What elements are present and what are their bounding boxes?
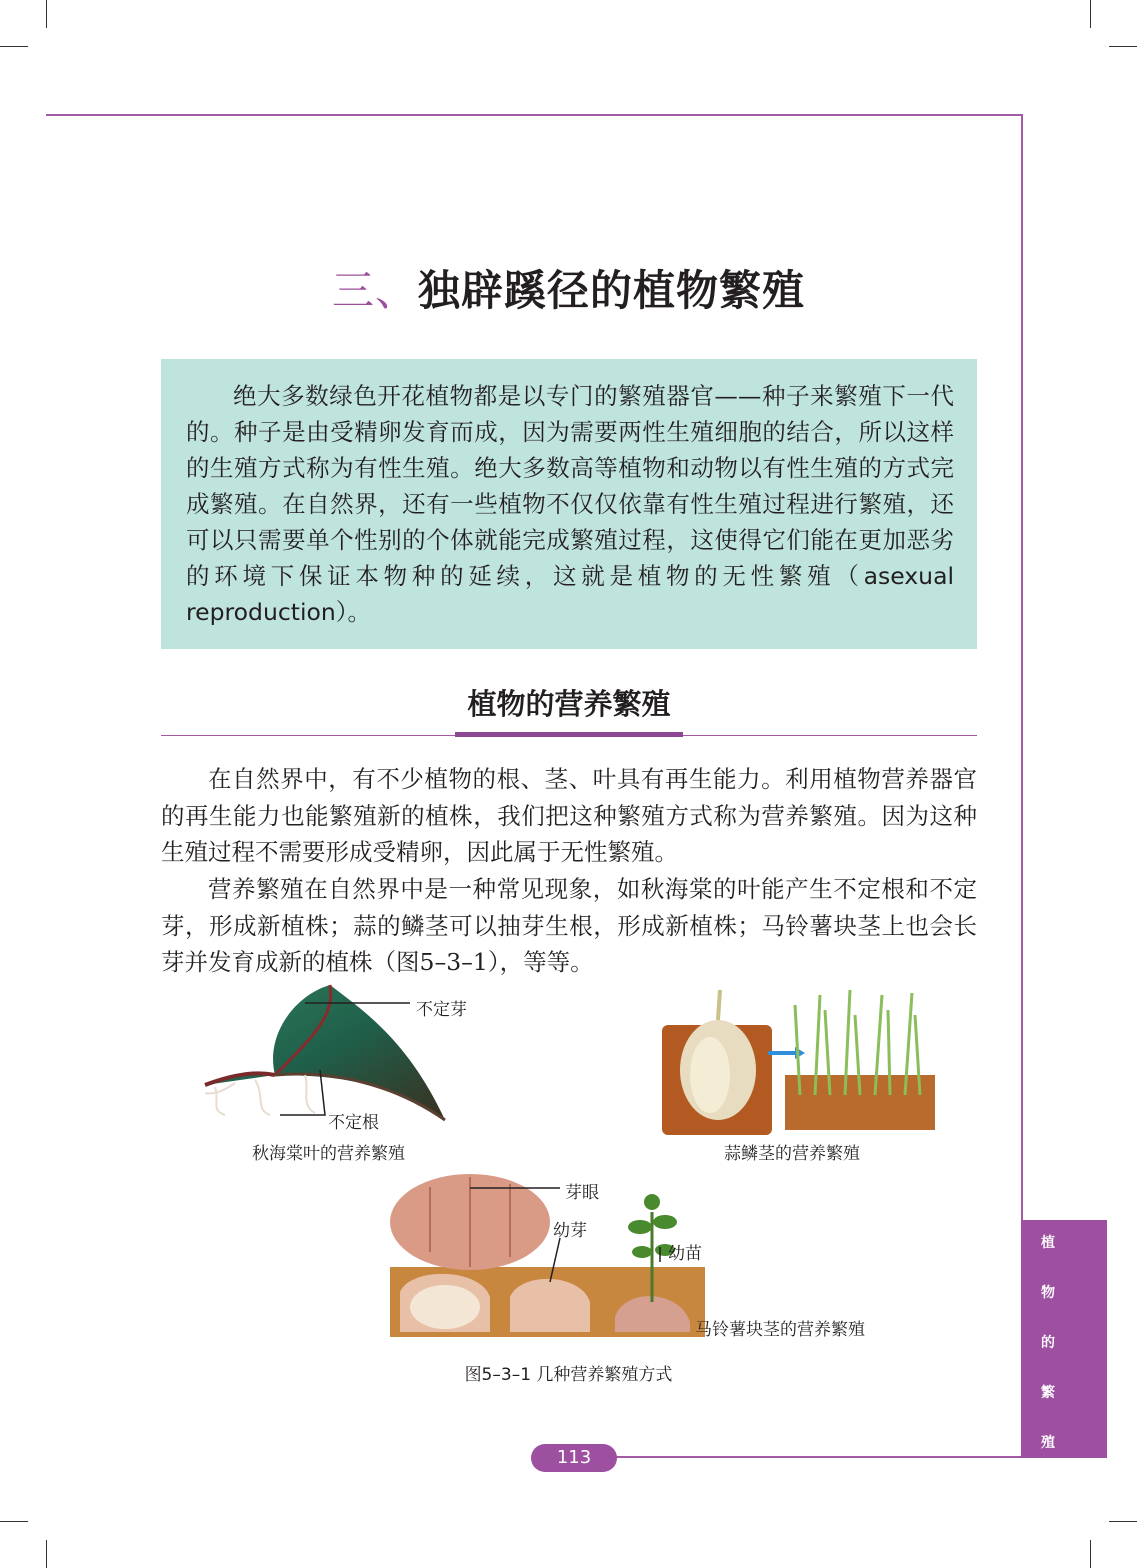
garlic-caption: 蒜鳞茎的营养繁殖: [724, 1144, 860, 1164]
garlic-bulb-illustration: [650, 975, 940, 1135]
page-frame-top: [46, 114, 1022, 116]
crop-mark: [0, 1521, 28, 1522]
page-frame-bottom: [600, 1456, 1022, 1458]
title-number: 三、: [331, 266, 418, 315]
chapter-side-tab: [1021, 1220, 1107, 1458]
label-seedling: 幼苗: [668, 1244, 702, 1264]
body-paragraph-1: 在自然界中，有不少植物的根、茎、叶具有再生能力。利用植物营养器官的再生能力也能繁殖新的植株，我们把这种繁殖方式称为营养繁殖。因为这种生殖过程不需要形成受精卵，因此属于无性繁殖。: [161, 765, 977, 866]
page-title: [0, 258, 1137, 318]
label-adventitious-root: 不定根: [328, 1113, 379, 1133]
crop-mark: [1109, 1521, 1137, 1522]
crop-mark: [46, 1540, 47, 1568]
begonia-caption: 秋海棠叶的营养繁殖: [252, 1144, 405, 1164]
crop-mark: [1109, 46, 1137, 47]
crop-mark: [1090, 1540, 1091, 1568]
label-sprout: 幼芽: [553, 1221, 587, 1241]
figure-caption: 图5–3–1 几种营养繁殖方式: [464, 1365, 673, 1385]
crop-mark: [1090, 0, 1091, 28]
heading-underline-bar: [455, 732, 683, 737]
side-tab-char: 物: [1041, 1285, 1055, 1301]
side-tab-char: 的: [1041, 1335, 1055, 1351]
side-tab-char: 植: [1041, 1235, 1055, 1251]
section-heading: 植物的营养繁殖: [467, 687, 671, 721]
body-paragraph-2: 营养繁殖在自然界中是一种常见现象，如秋海棠的叶能产生不定根和不定芽，形成新植株；蒜的鳞茎可以抽芽生根，形成新植株；马铃薯块茎上也会长芽并发育成新的植株（图5–3–1），等等。: [161, 875, 977, 976]
potato-caption: 马铃薯块茎的营养繁殖: [695, 1320, 865, 1340]
potato-tuber-illustration: [390, 1172, 710, 1337]
title-text: 独辟蹊径的植物繁殖: [418, 266, 806, 315]
page-number: 113: [531, 1444, 617, 1472]
side-tab-char: 繁: [1041, 1385, 1055, 1401]
side-tab-char: 殖: [1041, 1435, 1055, 1451]
crop-mark: [46, 0, 47, 28]
intro-paragraph: 绝大多数绿色开花植物都是以专门的繁殖器官——种子来繁殖下一代的。种子是由受精卵发育而成，因为需要两性生殖细胞的结合，所以这样的生殖方式称为有性生殖。绝大多数高等植物和动物以有性生殖的方式完成繁殖。在自然界，还有一些植物不仅仅依靠有性生殖过程进行繁殖，还可以只需要单个性别的个体就能完成繁殖过程，这使得它们能在更加恶劣的环境下保证本物种的延续，这就是植物的无性繁殖（asexual reproduction）。: [186, 382, 954, 626]
label-adventitious-bud: 不定芽: [416, 1000, 467, 1020]
label-eye: 芽眼: [565, 1183, 599, 1203]
crop-mark: [0, 46, 28, 47]
